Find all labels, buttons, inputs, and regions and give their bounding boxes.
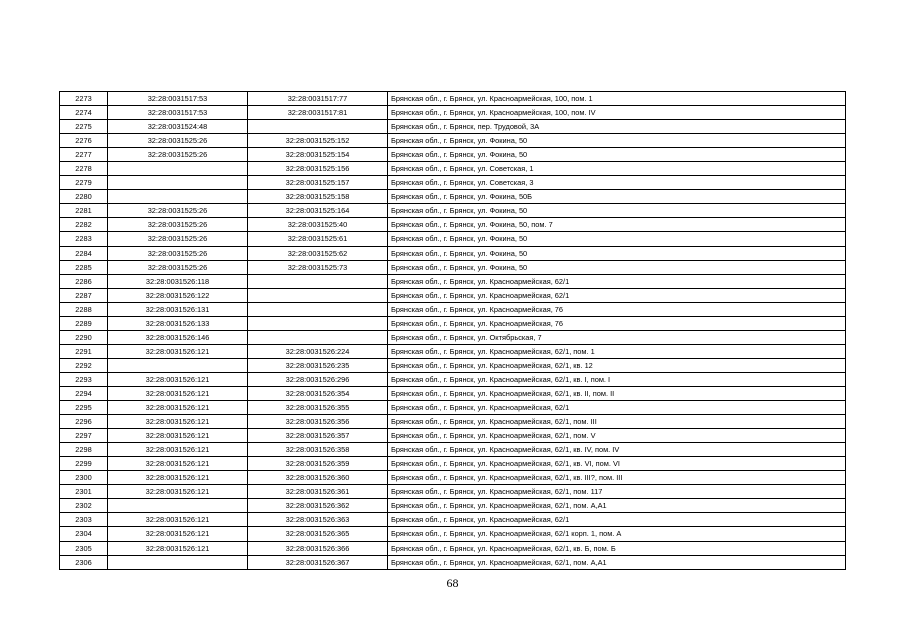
address-cell: Брянская обл., г. Брянск, ул. Красноармейская, 62/1, кв. III?, пом. III [388, 471, 846, 485]
table-row [60, 415, 846, 429]
table-row [60, 499, 846, 513]
parent-cadastral-number-cell: 32:28:0031525:26 [108, 134, 248, 148]
cadastral-number-cell: 32:28:0031525:156 [248, 162, 388, 176]
row-number-cell: 2280 [60, 190, 108, 204]
parent-cadastral-number-cell: 32:28:0031525:26 [108, 148, 248, 162]
parent-cadastral-number-cell: 32:28:0031517:53 [108, 106, 248, 120]
table-row [60, 148, 846, 162]
cadastral-number-cell: 32:28:0031525:40 [248, 218, 388, 232]
row-number-cell: 2281 [60, 204, 108, 218]
row-number-cell: 2285 [60, 260, 108, 274]
cadastral-number-cell: 32:28:0031525:73 [248, 260, 388, 274]
parent-cadastral-number-cell [108, 162, 248, 176]
cadastral-number-cell [248, 120, 388, 134]
cadastral-number-cell: 32:28:0031526:356 [248, 415, 388, 429]
address-cell: Брянская обл., г. Брянск, ул. Красноармейская, 62/1, пом. V [388, 429, 846, 443]
table-row [60, 204, 846, 218]
table-body [60, 92, 846, 570]
parent-cadastral-number-cell [108, 190, 248, 204]
table-row [60, 260, 846, 274]
table-row [60, 288, 846, 302]
parent-cadastral-number-cell: 32:28:0031526:121 [108, 372, 248, 386]
table-row [60, 471, 846, 485]
table-row [60, 302, 846, 316]
parent-cadastral-number-cell [108, 358, 248, 372]
cadastral-number-cell: 32:28:0031526:235 [248, 358, 388, 372]
table-row [60, 330, 846, 344]
row-number-cell: 2283 [60, 232, 108, 246]
cadastral-number-cell: 32:28:0031526:224 [248, 344, 388, 358]
address-cell: Брянская обл., г. Брянск, ул. Красноармейская, 76 [388, 302, 846, 316]
address-cell: Брянская обл., г. Брянск, ул. Советская, 3 [388, 176, 846, 190]
address-cell: Брянская обл., г. Брянск, ул. Фокина, 50 [388, 232, 846, 246]
row-number-cell: 2286 [60, 274, 108, 288]
parent-cadastral-number-cell [108, 176, 248, 190]
parent-cadastral-number-cell: 32:28:0031526:121 [108, 471, 248, 485]
parent-cadastral-number-cell: 32:28:0031526:118 [108, 274, 248, 288]
parent-cadastral-number-cell: 32:28:0031526:121 [108, 401, 248, 415]
address-cell: Брянская обл., г. Брянск, ул. Фокина, 50 [388, 204, 846, 218]
table-row [60, 344, 846, 358]
row-number-cell: 2300 [60, 471, 108, 485]
cadastral-number-cell: 32:28:0031526:360 [248, 471, 388, 485]
cadastral-number-cell: 32:28:0031525:62 [248, 246, 388, 260]
address-cell: Брянская обл., г. Брянск, ул. Красноармейская, 62/1, кв. I, пом. I [388, 372, 846, 386]
row-number-cell: 2295 [60, 401, 108, 415]
address-cell: Брянская обл., г. Брянск, ул. Красноармейская, 62/1, кв. 12 [388, 358, 846, 372]
row-number-cell: 2274 [60, 106, 108, 120]
row-number-cell: 2277 [60, 148, 108, 162]
table-row [60, 429, 846, 443]
parent-cadastral-number-cell: 32:28:0031524:48 [108, 120, 248, 134]
table-row [60, 541, 846, 555]
row-number-cell: 2275 [60, 120, 108, 134]
table-row [60, 527, 846, 541]
address-cell: Брянская обл., г. Брянск, ул. Красноармейская, 62/1 [388, 401, 846, 415]
cadastral-number-cell: 32:28:0031526:361 [248, 485, 388, 499]
row-number-cell: 2279 [60, 176, 108, 190]
row-number-cell: 2290 [60, 330, 108, 344]
parent-cadastral-number-cell: 32:28:0031526:131 [108, 302, 248, 316]
address-cell: Брянская обл., г. Брянск, ул. Красноармейская, 62/1, кв. VI, пом. VI [388, 457, 846, 471]
cadastral-number-cell: 32:28:0031526:362 [248, 499, 388, 513]
row-number-cell: 2294 [60, 386, 108, 400]
table-row [60, 555, 846, 569]
row-number-cell: 2299 [60, 457, 108, 471]
address-cell: Брянская обл., г. Брянск, ул. Красноармейская, 62/1, пом. 117 [388, 485, 846, 499]
cadastral-number-cell: 32:28:0031526:366 [248, 541, 388, 555]
row-number-cell: 2291 [60, 344, 108, 358]
table-row [60, 232, 846, 246]
table-row [60, 246, 846, 260]
parent-cadastral-number-cell: 32:28:0031526:121 [108, 485, 248, 499]
parent-cadastral-number-cell [108, 555, 248, 569]
cadastral-number-cell: 32:28:0031525:157 [248, 176, 388, 190]
parent-cadastral-number-cell: 32:28:0031526:121 [108, 527, 248, 541]
parent-cadastral-number-cell: 32:28:0031526:121 [108, 344, 248, 358]
table-row [60, 218, 846, 232]
row-number-cell: 2303 [60, 513, 108, 527]
cadastral-number-cell [248, 288, 388, 302]
parent-cadastral-number-cell: 32:28:0031526:146 [108, 330, 248, 344]
address-cell: Брянская обл., г. Брянск, ул. Красноармейская, 62/1 корп. 1, пом. А [388, 527, 846, 541]
address-cell: Брянская обл., г. Брянск, ул. Красноармейская, 62/1 [388, 288, 846, 302]
table-row [60, 316, 846, 330]
page-number: 68 [446, 576, 459, 590]
row-number-cell: 2287 [60, 288, 108, 302]
cadastral-number-cell: 32:28:0031525:164 [248, 204, 388, 218]
parent-cadastral-number-cell: 32:28:0031526:121 [108, 541, 248, 555]
table-row [60, 274, 846, 288]
data-table [59, 91, 846, 570]
table-row [60, 358, 846, 372]
cadastral-number-cell: 32:28:0031526:354 [248, 386, 388, 400]
row-number-cell: 2293 [60, 372, 108, 386]
address-cell: Брянская обл., г. Брянск, ул. Красноармейская, 100, пом. 1 [388, 92, 846, 106]
row-number-cell: 2305 [60, 541, 108, 555]
parent-cadastral-number-cell: 32:28:0031526:121 [108, 415, 248, 429]
cadastral-number-cell: 32:28:0031526:367 [248, 555, 388, 569]
address-cell: Брянская обл., г. Брянск, пер. Трудовой, 3А [388, 120, 846, 134]
cadastral-number-cell: 32:28:0031526:357 [248, 429, 388, 443]
cadastral-number-cell: 32:28:0031525:154 [248, 148, 388, 162]
table-row [60, 134, 846, 148]
row-number-cell: 2282 [60, 218, 108, 232]
parent-cadastral-number-cell: 32:28:0031526:121 [108, 386, 248, 400]
address-cell: Брянская обл., г. Брянск, ул. Фокина, 50 [388, 134, 846, 148]
parent-cadastral-number-cell: 32:28:0031526:122 [108, 288, 248, 302]
row-number-cell: 2297 [60, 429, 108, 443]
parent-cadastral-number-cell: 32:28:0031526:121 [108, 443, 248, 457]
parent-cadastral-number-cell: 32:28:0031526:133 [108, 316, 248, 330]
parent-cadastral-number-cell: 32:28:0031526:121 [108, 513, 248, 527]
table-row [60, 372, 846, 386]
address-cell: Брянская обл., г. Брянск, ул. Красноармейская, 62/1, пом. А,А1 [388, 499, 846, 513]
cadastral-number-cell: 32:28:0031525:158 [248, 190, 388, 204]
parent-cadastral-number-cell [108, 499, 248, 513]
address-cell: Брянская обл., г. Брянск, ул. Красноармейская, 62/1, кв. II, пом. II [388, 386, 846, 400]
cadastral-number-cell: 32:28:0031526:358 [248, 443, 388, 457]
table-row [60, 401, 846, 415]
address-cell: Брянская обл., г. Брянск, ул. Фокина, 50 [388, 260, 846, 274]
parent-cadastral-number-cell: 32:28:0031526:121 [108, 457, 248, 471]
cadastral-number-cell: 32:28:0031526:355 [248, 401, 388, 415]
table-row [60, 120, 846, 134]
address-cell: Брянская обл., г. Брянск, ул. Октябрьская, 7 [388, 330, 846, 344]
parent-cadastral-number-cell: 32:28:0031525:26 [108, 246, 248, 260]
parent-cadastral-number-cell: 32:28:0031525:26 [108, 204, 248, 218]
table-row [60, 162, 846, 176]
cadastral-number-cell: 32:28:0031525:61 [248, 232, 388, 246]
row-number-cell: 2306 [60, 555, 108, 569]
address-cell: Брянская обл., г. Брянск, ул. Красноармейская, 62/1, пом. 1 [388, 344, 846, 358]
row-number-cell: 2302 [60, 499, 108, 513]
parent-cadastral-number-cell: 32:28:0031525:26 [108, 218, 248, 232]
parent-cadastral-number-cell: 32:28:0031517:53 [108, 92, 248, 106]
row-number-cell: 2304 [60, 527, 108, 541]
address-cell: Брянская обл., г. Брянск, ул. Советская, 1 [388, 162, 846, 176]
address-cell: Брянская обл., г. Брянск, ул. Красноармейская, 100, пом. IV [388, 106, 846, 120]
row-number-cell: 2288 [60, 302, 108, 316]
address-cell: Брянская обл., г. Брянск, ул. Фокина, 50 [388, 246, 846, 260]
cadastral-number-cell: 32:28:0031526:363 [248, 513, 388, 527]
table-row [60, 386, 846, 400]
table-row [60, 190, 846, 204]
cadastral-number-cell: 32:28:0031526:296 [248, 372, 388, 386]
parent-cadastral-number-cell: 32:28:0031526:121 [108, 429, 248, 443]
cadastral-number-cell: 32:28:0031517:77 [248, 92, 388, 106]
row-number-cell: 2301 [60, 485, 108, 499]
table-row [60, 443, 846, 457]
table-row [60, 513, 846, 527]
cadastral-number-cell: 32:28:0031525:152 [248, 134, 388, 148]
parent-cadastral-number-cell: 32:28:0031525:26 [108, 232, 248, 246]
cadastral-number-cell: 32:28:0031526:359 [248, 457, 388, 471]
table-row [60, 457, 846, 471]
table-row [60, 106, 846, 120]
address-cell: Брянская обл., г. Брянск, ул. Фокина, 50, пом. 7 [388, 218, 846, 232]
address-cell: Брянская обл., г. Брянск, ул. Красноармейская, 62/1, пом. А,А1 [388, 555, 846, 569]
row-number-cell: 2292 [60, 358, 108, 372]
table-row [60, 176, 846, 190]
cadastral-number-cell [248, 330, 388, 344]
address-cell: Брянская обл., г. Брянск, ул. Красноармейская, 62/1 [388, 513, 846, 527]
row-number-cell: 2273 [60, 92, 108, 106]
address-cell: Брянская обл., г. Брянск, ул. Красноармейская, 62/1, пом. III [388, 415, 846, 429]
address-cell: Брянская обл., г. Брянск, ул. Красноармейская, 62/1, кв. IV, пом. IV [388, 443, 846, 457]
address-cell: Брянская обл., г. Брянск, ул. Красноармейская, 62/1, кв. Б, пом. Б [388, 541, 846, 555]
table-row [60, 485, 846, 499]
row-number-cell: 2289 [60, 316, 108, 330]
parent-cadastral-number-cell: 32:28:0031525:26 [108, 260, 248, 274]
cadastral-number-cell [248, 316, 388, 330]
cadastral-number-cell [248, 274, 388, 288]
address-cell: Брянская обл., г. Брянск, ул. Фокина, 50Б [388, 190, 846, 204]
row-number-cell: 2278 [60, 162, 108, 176]
cadastral-number-cell [248, 302, 388, 316]
row-number-cell: 2296 [60, 415, 108, 429]
cadastral-number-cell: 32:28:0031526:365 [248, 527, 388, 541]
table-row [60, 92, 846, 106]
address-cell: Брянская обл., г. Брянск, ул. Красноармейская, 76 [388, 316, 846, 330]
address-cell: Брянская обл., г. Брянск, ул. Красноармейская, 62/1 [388, 274, 846, 288]
row-number-cell: 2298 [60, 443, 108, 457]
row-number-cell: 2284 [60, 246, 108, 260]
address-cell: Брянская обл., г. Брянск, ул. Фокина, 50 [388, 148, 846, 162]
row-number-cell: 2276 [60, 134, 108, 148]
cadastral-number-cell: 32:28:0031517:81 [248, 106, 388, 120]
